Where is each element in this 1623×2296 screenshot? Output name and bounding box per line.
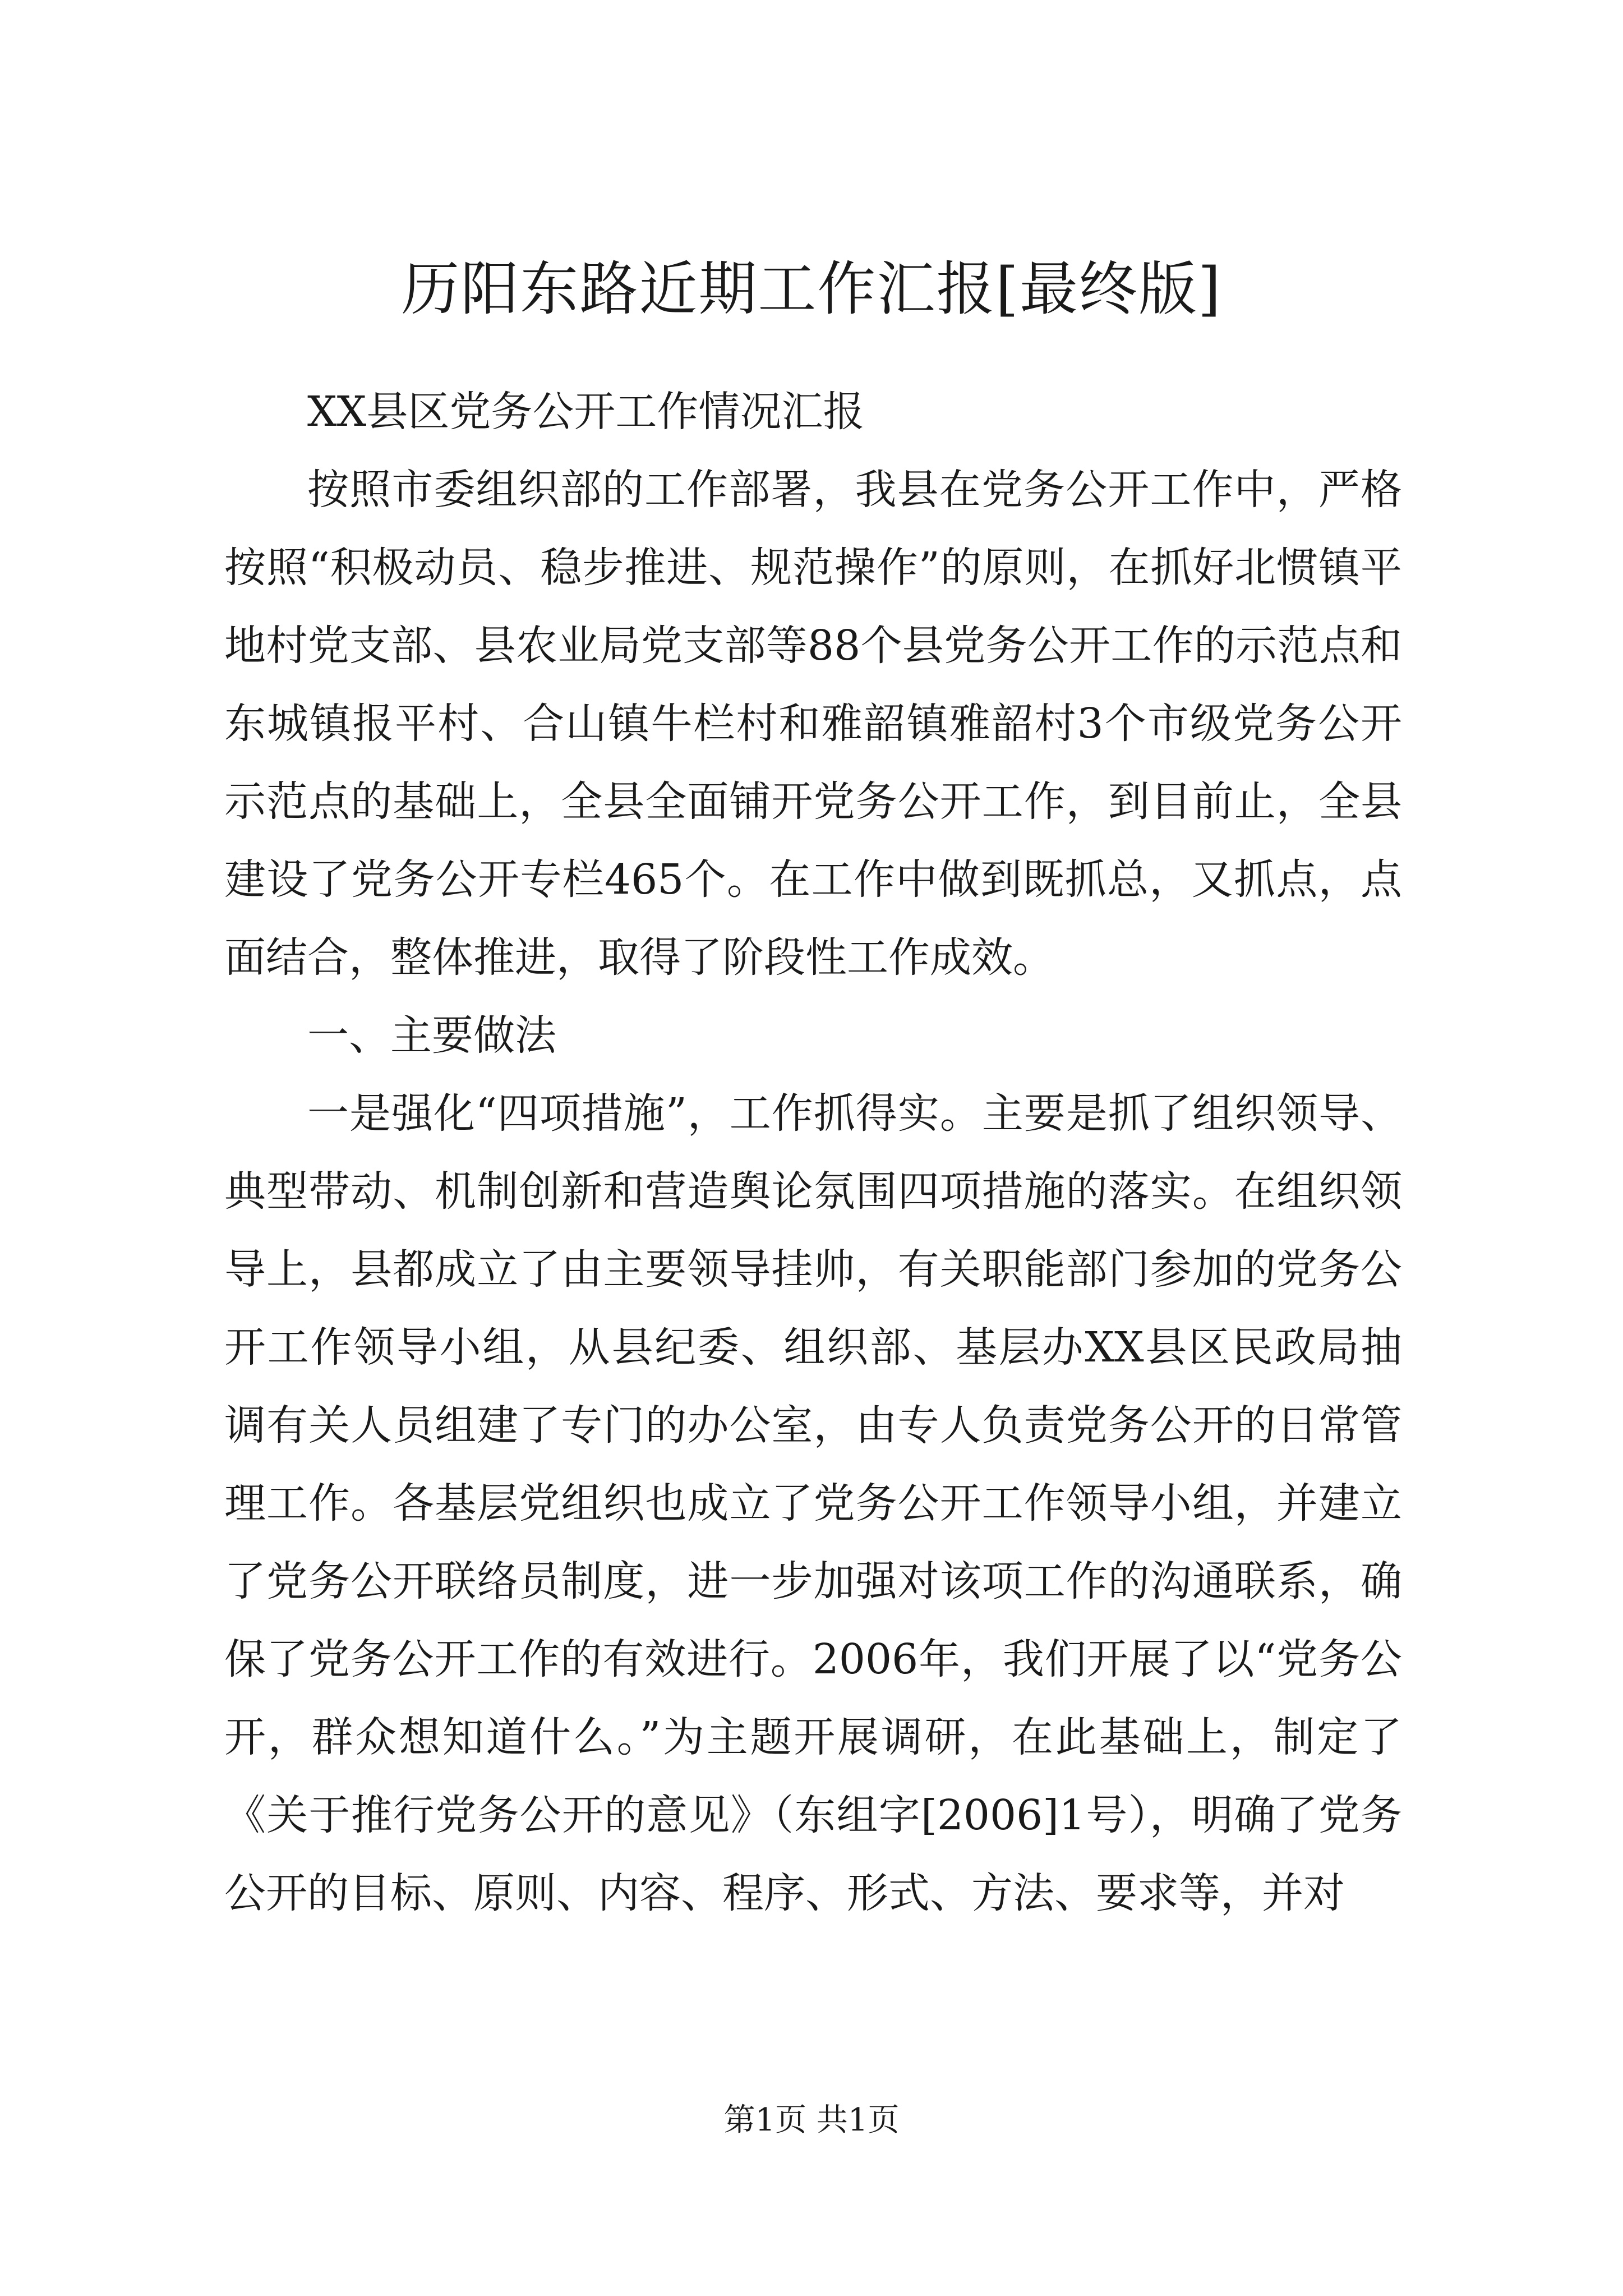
section-heading: 一、主要做法 [307, 1011, 556, 1060]
intro-paragraph: 按照市委组织部的工作部署，我县在党务公开工作中，严格按照“积极动员、稳步推进、规范操作”的原则，在抓好北惯镇平地村党支部、县农业局党支部等88个县党务公开工作的示范点和东城镇报平村、合山镇牛栏村和雅韶镇雅韶村3个市级党务公开示范点的基础上，全县全面铺开党务公开工作，到目前止，全县建设了党务公开专栏465个。在工作中做到既抓总，又抓点，点面结合，整体推进，取得了阶段性工作成效。 [224, 466, 1402, 982]
page-footer: 第1页 共1页 [723, 2102, 900, 2138]
report-subtitle: XX县区党务公开工作情况汇报 [307, 388, 865, 436]
document-body [224, 373, 1402, 1932]
measures-paragraph: 一是强化“四项措施”，工作抓得实。主要是抓了组织领导、典型带动、机制创新和营造舆论氛围四项措施的落实。在组织领导上，县都成立了由主要领导挂帅，有关职能部门参加的党务公开工作领导小组，从县纪委、组织部、基层办XX县区民政局抽调有关人员组建了专门的办公室，由专人负责党务公开的日常管理工作。各基层党组织也成立了党务公开工作领导小组，并建立了党务公开联络员制度，进一步加强对该项工作的沟通联系，确保了党务公开工作的有效进行。2006年，我们开展了以“党务公开，群众想知道什么。”为主题开展调研，在此基础上，制定了《关于推行党务公开的意见》（东组字[2006]1号），明确了党务公开的目标、原则、内容、程序、形式、方法、要求等，并对 [224, 1089, 1402, 1917]
document-title: 历阳东路近期工作汇报[最终版] [401, 255, 1222, 323]
